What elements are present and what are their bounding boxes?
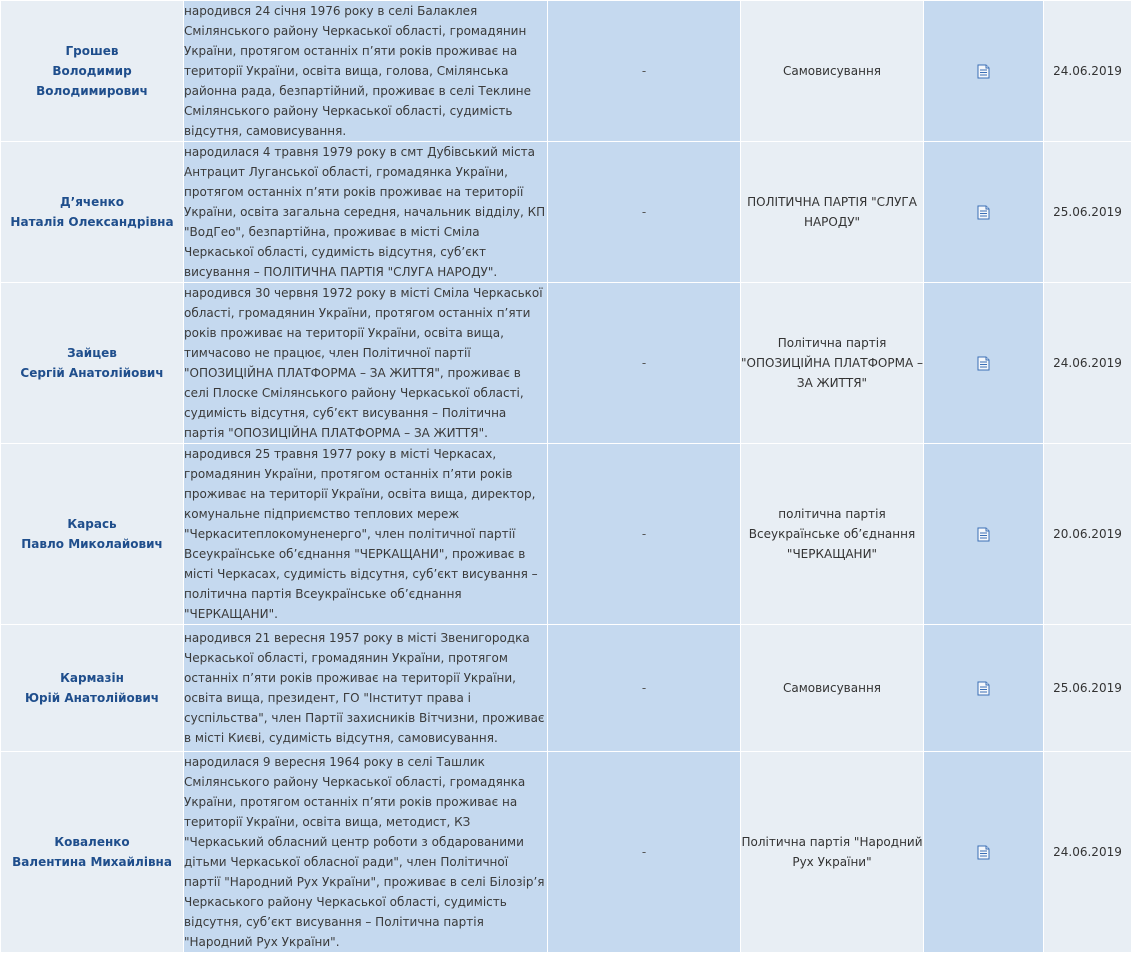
candidate-nominating-subject: Самовисування <box>741 625 924 752</box>
table-row <box>1 752 1131 953</box>
candidate-registration-date: 24.06.2019 <box>1044 752 1131 953</box>
candidate-bio: народилася 4 травня 1979 року в смт Дубівський міста Антрацит Луганської області, громадянка України, протягом останніх п’яти років проживає на території України, освіта загальна середня, начальник відділу, КП "ВодГео", безпартійна, проживає в місті Сміла Черкаської області, судимість відсутня, суб’єкт висування – ПОЛІТИЧНА ПАРТІЯ "СЛУГА НАРОДУ". <box>184 142 548 283</box>
candidate-first-name: Павло Миколайович <box>1 534 183 554</box>
candidate-registration-date: 25.06.2019 <box>1044 142 1131 283</box>
candidate-extra: - <box>548 142 741 283</box>
candidate-document-cell <box>924 1 1044 142</box>
candidate-nominating-subject: політична партія Всеукраїнське об’єднання "ЧЕРКАЩАНИ" <box>741 444 924 625</box>
candidate-surname: Кармазін <box>1 668 183 688</box>
document-icon[interactable] <box>977 64 990 79</box>
candidate-bio: народився 21 вересня 1957 року в місті Звенигородка Черкаської області, громадянин України, протягом останніх п’яти років проживає на території України, освіта вища, президент, ГО "Інститут права і суспільства", член Партії захисників Вітчизни, проживає в місті Києві, судимість відсутня, самовисування. <box>184 625 548 752</box>
candidate-surname: Грошев <box>1 41 183 61</box>
table-row <box>1 283 1131 444</box>
candidate-name <box>1 142 184 283</box>
candidate-first-name: Сергій Анатолійович <box>1 363 183 383</box>
candidate-name <box>1 283 184 444</box>
candidate-bio: народився 30 червня 1972 року в місті Сміла Черкаської області, громадянин України, протягом останніх п’яти років проживає на території України, освіта вища, тимчасово не працює, член Політичної партії "ОПОЗИЦІЙНА ПЛАТФОРМА – ЗА ЖИТТЯ", проживає в селі Плоске Смілянського району Черкаської області, судимість відсутня, суб’єкт висування – Політична партія "ОПОЗИЦІЙНА ПЛАТФОРМА – ЗА ЖИТТЯ". <box>184 283 548 444</box>
candidate-registration-date: 20.06.2019 <box>1044 444 1131 625</box>
candidate-extra: - <box>548 1 741 142</box>
table-row <box>1 1 1131 142</box>
candidate-document-cell <box>924 444 1044 625</box>
candidate-first-name: Валентина Михайлівна <box>1 852 183 872</box>
candidate-registration-date: 24.06.2019 <box>1044 283 1131 444</box>
candidate-document-cell <box>924 625 1044 752</box>
candidate-bio: народився 24 січня 1976 року в селі Балаклея Смілянського району Черкаської області, громадянин України, протягом останніх п’яти років проживає на території України, освіта вища, голова, Смілянська районна рада, безпартійний, проживає в селі Теклине Смілянського району Черкаської області, судимість відсутня, самовисування. <box>184 1 548 142</box>
candidate-document-cell <box>924 142 1044 283</box>
candidate-nominating-subject: Політична партія "Народний Рух України" <box>741 752 924 953</box>
candidate-registration-date: 25.06.2019 <box>1044 625 1131 752</box>
candidate-surname: Зайцев <box>1 343 183 363</box>
candidate-nominating-subject: ПОЛІТИЧНА ПАРТІЯ "СЛУГА НАРОДУ" <box>741 142 924 283</box>
candidate-bio: народився 25 травня 1977 року в місті Черкасах, громадянин України, протягом останніх п’яти років проживає на території України, освіта вища, директор, комунальне підприємство теплових мереж "Черкаситеплокомуненерго", член політичної партії Всеукраїнське об’єднання "ЧЕРКАЩАНИ", проживає в місті Черкасах, судимість відсутня, суб’єкт висування – політична партія Всеукраїнське об’єднання "ЧЕРКАЩАНИ". <box>184 444 548 625</box>
candidate-patronymic: Володимирович <box>1 81 183 101</box>
candidate-name <box>1 1 184 142</box>
candidate-surname: Д’яченко <box>1 192 183 212</box>
candidate-extra: - <box>548 752 741 953</box>
candidate-first-name: Юрій Анатолійович <box>1 688 183 708</box>
table-row <box>1 142 1131 283</box>
candidate-document-cell <box>924 283 1044 444</box>
candidate-nominating-subject: Політична партія "ОПОЗИЦІЙНА ПЛАТФОРМА – ЗА ЖИТТЯ" <box>741 283 924 444</box>
candidate-surname: Коваленко <box>1 832 183 852</box>
document-icon[interactable] <box>977 527 990 542</box>
candidate-name <box>1 625 184 752</box>
candidate-nominating-subject: Самовисування <box>741 1 924 142</box>
table-row <box>1 625 1131 752</box>
candidate-first-name: Наталія Олександрівна <box>1 212 183 232</box>
candidate-extra: - <box>548 283 741 444</box>
candidate-registration-date: 24.06.2019 <box>1044 1 1131 142</box>
candidate-extra: - <box>548 625 741 752</box>
document-icon[interactable] <box>977 845 990 860</box>
candidate-extra: - <box>548 444 741 625</box>
document-icon[interactable] <box>977 681 990 696</box>
candidate-first-name: Володимир <box>1 61 183 81</box>
candidate-bio: народилася 9 вересня 1964 року в селі Ташлик Смілянського району Черкаської області, громадянка України, протягом останніх п’яти років проживає на території України, освіта вища, методист, КЗ "Черкаський обласний центр роботи з обдарованими дітьми Черкаської обласної ради", член Політичної партії "Народний Рух України", проживає в селі Білозір’я Черкаського району Черкаської області, судимість відсутня, суб’єкт висування – Політична партія "Народний Рух України". <box>184 752 548 953</box>
table-row <box>1 444 1131 625</box>
candidate-surname: Карась <box>1 514 183 534</box>
candidate-name <box>1 752 184 953</box>
document-icon[interactable] <box>977 356 990 371</box>
document-icon[interactable] <box>977 205 990 220</box>
candidate-document-cell <box>924 752 1044 953</box>
candidate-name <box>1 444 184 625</box>
